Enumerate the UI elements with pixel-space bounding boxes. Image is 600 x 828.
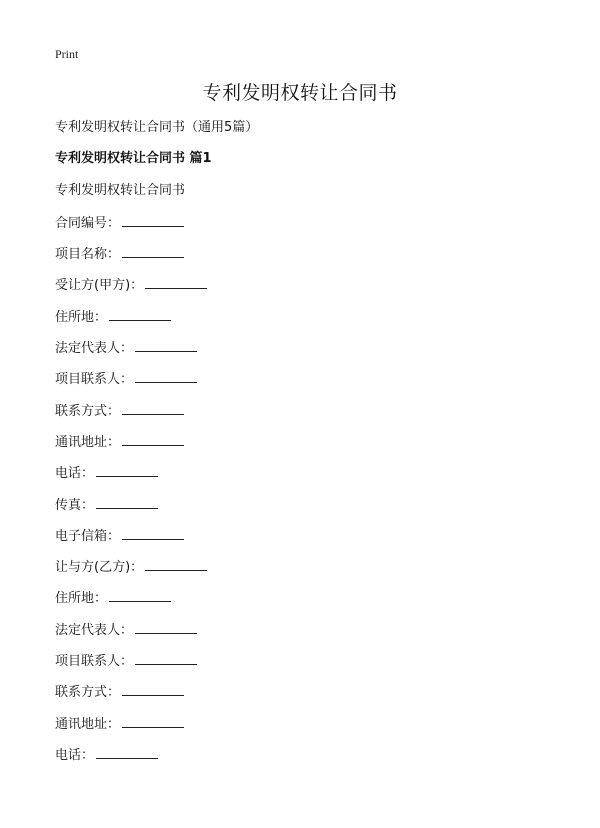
form-field-row: [55, 556, 555, 587]
form-field-row: [55, 713, 555, 744]
document-title: 专利发明权转让合同书: [202, 82, 398, 104]
form-field-label: 项目联系人：: [55, 654, 134, 670]
form-field-label: 住所地：: [55, 591, 108, 607]
form-field-blank: [135, 619, 197, 634]
form-field-label: 传真：: [55, 497, 95, 513]
form-field-row: [55, 306, 555, 337]
form-field-row: [55, 400, 555, 431]
form-field-blank: [145, 274, 207, 289]
document-body: [55, 118, 555, 775]
form-field-blank: [122, 243, 184, 258]
form-field-label: 法定代表人：: [55, 622, 134, 638]
form-field-row: [55, 650, 555, 681]
form-field-row: [55, 274, 555, 305]
form-field-row: [55, 462, 555, 493]
form-field-blank: [122, 431, 184, 446]
form-field-blank: [96, 494, 158, 509]
form-field-label: 电话：: [55, 466, 95, 482]
field-list: [55, 212, 555, 775]
form-field-blank: [109, 587, 171, 602]
form-field-blank: [109, 306, 171, 321]
document-subtitle: 专利发明权转让合同书（通用5篇）: [55, 120, 259, 135]
form-field-label: 通讯地址：: [55, 434, 121, 450]
form-field-blank: [122, 400, 184, 415]
form-field-label: 项目名称：: [55, 247, 121, 263]
form-field-row: [55, 744, 555, 775]
form-field-blank: [96, 744, 158, 759]
form-field-label: 合同编号：: [55, 215, 121, 231]
form-field-row: [55, 431, 555, 462]
form-field-row: [55, 212, 555, 243]
form-field-blank: [135, 368, 197, 383]
form-field-row: [55, 494, 555, 525]
form-field-label: 联系方式：: [55, 403, 121, 419]
form-field-row: [55, 525, 555, 556]
form-field-label: 让与方(乙方)：: [55, 560, 144, 576]
form-field-blank: [122, 525, 184, 540]
form-field-blank: [135, 650, 197, 665]
section-heading: 专利发明权转让合同书 篇1: [55, 151, 212, 167]
form-field-blank: [122, 713, 184, 728]
form-field-label: 法定代表人：: [55, 341, 134, 357]
contract-label: 专利发明权转让合同书: [55, 182, 186, 198]
form-field-blank: [145, 556, 207, 571]
form-field-label: 项目联系人：: [55, 372, 134, 388]
form-field-label: 电话：: [55, 747, 95, 763]
form-field-row: [55, 619, 555, 650]
print-link[interactable]: Print: [55, 47, 79, 61]
form-field-row: [55, 368, 555, 399]
form-field-row: [55, 337, 555, 368]
form-field-label: 联系方式：: [55, 685, 121, 701]
form-field-blank: [122, 212, 184, 227]
form-field-row: [55, 243, 555, 274]
form-field-blank: [122, 681, 184, 696]
form-field-label: 通讯地址：: [55, 716, 121, 732]
form-field-row: [55, 681, 555, 712]
form-field-label: 电子信箱：: [55, 528, 121, 544]
form-field-row: [55, 587, 555, 618]
form-field-label: 住所地：: [55, 309, 108, 325]
form-field-label: 受让方(甲方)：: [55, 278, 144, 294]
form-field-blank: [135, 337, 197, 352]
form-field-blank: [96, 462, 158, 477]
